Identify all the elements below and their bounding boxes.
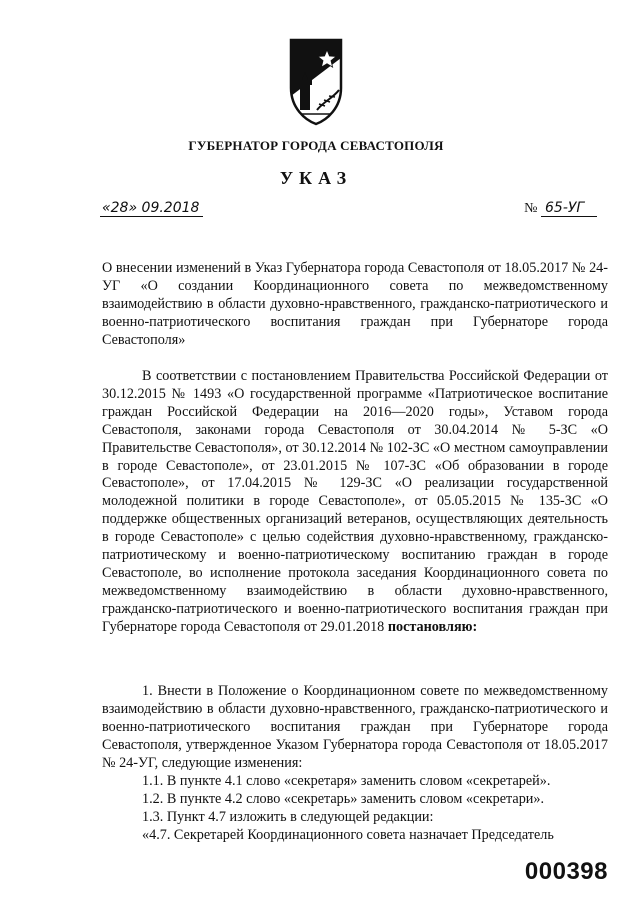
preamble-text: В соответствии с постановлением Правительства Российской Федерации от 30.12.2015 № 1493 «О государственной программе «Патриотическое воспитание граждан Российской Федерации на 2016—2020 годы», Уставом города Севастополя, законами города Севастополя от 30.04.2014 № 5-ЗС «О Правительстве Севастополя», от 30.12.2014 № 102-ЗС «О местном самоуправлении в городе Севастополе», от 23.01.2015 № 107-ЗС «Об образовании в городе Севастополе», от 17.04.2015 № 129-ЗС «О реализации государственной молодежной политики в городе Севастополе», от 05.05.2015 № 135-ЗС «О поддержке общественных организаций ветеранов, осуществляющих деятельность в городе Севастополе» с целью содействия духовно-нравственному, гражданско-патриотическому и военно-патриотическому воспитанию граждан в городе Севастополе, во исполнение протокола заседания Координационного совета по межведомственному взаимодействию в области духовно-нравственного, гражданско-патриотического и военно-патриотического воспитания граждан при Губернаторе города Севастополя от 29.01.2018 xyxy=(102,368,608,635)
item-1-2: 1.2. В пункте 4.2 слово «секретарь» заменить словом «секретари». xyxy=(142,791,545,807)
document-type-title: УКАЗ xyxy=(279,168,353,188)
decree-word: постановляю: xyxy=(387,618,478,635)
serial-number: 000398 xyxy=(524,858,608,885)
sevastopol-coat-of-arms-icon xyxy=(287,38,345,126)
issuing-authority: ГУБЕРНАТОР ГОРОДА СЕВАСТОПОЛЯ xyxy=(188,138,444,153)
decree-number-value: 65-УГ xyxy=(541,200,597,217)
decree-date-value: «28» 09.2018 xyxy=(100,200,203,217)
number-sign: № xyxy=(524,201,538,216)
decree-title: О внесении изменений в Указ Губернатора города Севастополя от 18.05.2017 № 24-УГ «О создании Координационного совета по межведомственному взаимодействию в области духовно-нравственного, гражданско-патриотического и военно-патриотического воспитания граждан при Губернаторе города Севастополя» xyxy=(102,260,608,348)
decree-number xyxy=(524,200,597,217)
preamble-paragraph xyxy=(102,368,608,637)
item-1-paragraph: 1. Внести в Положение о Координационном совете по межведомственному взаимодействию в области духовно-нравственного, гражданско-патриотического и военно-патриотического воспитания граждан при Губернаторе города Севастополя, утвержденное Указом Губернатора города Севастополя от 18.05.2017 № 24-УГ, следующие изменения: xyxy=(102,683,608,771)
registration-row xyxy=(100,200,605,224)
item-1-1: 1.1. В пункте 4.1 слово «секретаря» заменить словом «секретарей». xyxy=(142,773,551,789)
item-4-7-quote: «4.7. Секретарей Координационного совета назначает Председатель xyxy=(142,827,554,843)
item-1-3: 1.3. Пункт 4.7 изложить в следующей редакции: xyxy=(142,809,434,825)
decree-date xyxy=(100,200,203,217)
